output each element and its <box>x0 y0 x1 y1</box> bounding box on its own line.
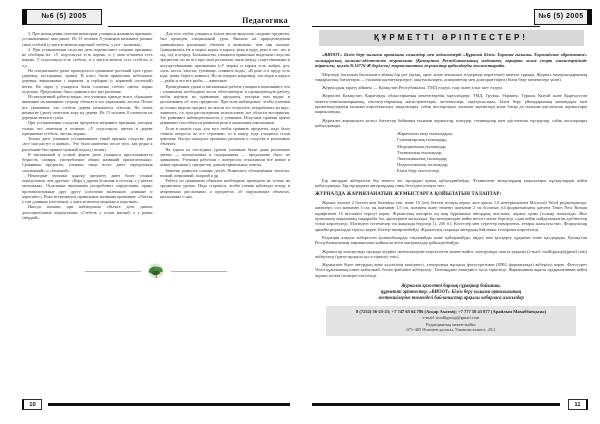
contact-note-line: жетекшілеріне төмендегі байланыстар арқылы хабарласа аласыздар <box>378 295 524 301</box>
list-item: Педагогикалық ғылымдар; <box>397 162 449 168</box>
divider-line <box>171 271 227 272</box>
paragraph: Заметно развился словарь детей. Появились обогащённые эпитеты: тонкий, шершавый, гладкий и др. <box>159 167 290 178</box>
header-rule-left <box>108 26 290 27</box>
paragraph: На одном из последних уроков ученикам были даны различные цветки — колокольчика и подорожника — предложено было их сравнивать. Ученики работали с интересом, отыскивали всё новые и новые признаки у предметов, давали правильные ответы. <box>159 146 290 168</box>
paragraph: В письменной и устной форме речи учащихся прослеживается бедность словаря, употребление общих названий прилагательных. Сравнивая предметы, ученики чаще всего дают определения «маленький» и «большой». <box>22 151 153 173</box>
page-number: 11 <box>574 402 581 408</box>
paragraph: Мерзімді басылым басылымға айына бір рет (қазақ, орыс және ағылшын тілдерінде керегінше) шығып тұрады. Журнал материалдарының тақырыптық бағыттары — ғылыми қызметкерлерге, оқытушыларға, аспиранттар мен докторанттарға (білім беру мекемелері үшін). <box>315 71 587 82</box>
journal-sections-list <box>397 131 587 174</box>
requirement-paragraph: Редакция алқасы жіберілген қолжазбаларды сақтамайды және қайтармайды, өңдеу мен қысқарту құқығын өзіне қалдырады. Қазақстан Республикасының заңнамасына қайшы келетін материалдар қабылданбайды. <box>315 234 587 246</box>
paragraph: Только двое учеников устанавливают такой признак сходства, как «все они растут и живые». Это было намечено после того, как редко к растениям был привит нужный подход (полив). <box>22 136 153 152</box>
right-page-header <box>312 9 592 27</box>
page-number-box-left <box>22 399 42 410</box>
paragraph: Бір автордан жіберілген бір немесе екі нұсқадан артық қабылданбайды. Ұсынылған авторлардың мақалалары нұсқаулардан кейін қабылданады. Бір нұсқадағы авторлардың саны бесеуден аспауы тиіс. <box>315 177 587 188</box>
paragraph: На специальном уроке проводилось сравнение растений трех групп (деревья, кустарники, травы). В класс были принесены небольшие деревца, выкопанные с корнями, и гербарии (с корневой системой) ветки. На парте у учащихся были сложены стебли, цветы, корни отдельно. Предложено было сравнить все три растения. <box>22 67 153 94</box>
green-leaf-ornament-icon <box>145 262 167 280</box>
paragraph: 3. При нахождении отличия некоторые учащиеся называли признаки, установленные ими ранее. Из 13 человек 8 учеников называют разные типы стеблей (у мать-и-мачехи короткий стебель, у роз - колючки). <box>22 31 153 47</box>
paragraph: Журналдың тарату аймағы — Қазақстан Республикасы, ТМД елдері, таяу және алыс шет елдері. <box>322 85 503 91</box>
intro-paragraph: «ВИООТ» Білім беру ғылыми орталығы ғалымдар мен педагогтерді «Құралай Білім. Евразия ғылымы. Евразийское образование» халықаралық ғылыми-әдістемелік журналына (Қазақстан Республикасының мәдениет, ақпарат және спорт министрлігінде тіркелген, куәлік №14776-Ж берілген) жарияланатын жұмыстар қабылдауды жалғастырады. <box>315 52 587 68</box>
paragraph: Работу по сравнению объектов необходимо проводить не только на предметных уроках. Надо стараться, чтобы ученик наблюдал всюду и непременно рассказывал о предметах, об окружающих объектах, рассказывал о них. <box>159 178 290 199</box>
requirement-paragraph: Жұмыс көлемі 2 беттен кем болмауы тиіс және 10 (он) беттен аспауы керек, жол арасы 1,0 интервалымен Microsoft Word редакторында, жиектері: сол жағынан 3 см, оң жағынан 1,5 см, жоғарғы және төменгі жағынан 2 см болатын А4 форматындағы қағазға Times New Roman шрифтімен 14 кегльмен терілуі керек. Жұмыстың жоғарғы оң жақ бұрышына автордың аты-жөні, жұмыс орны (толық) жазылады. Жол ортасынан мақаланың тақырыбы бас әріптермен жазылады. Бір интервалдан кейін негізгі мәтін беріледі, одан кейін пайдаланылған әдебиеттер тізімі көрсетіледі. Мәтіндегі сілтемелер тік жақшада беріледі [1, 256 б.]. Кестелер мен суреттер нөмірленіп, аттары жазылуы тиіс. Формулалар арнайы редакторда терілуі керек. Беттер нөмірленбейді. Жұмыстың соңында автордың байланыс телефоны көрсетіледі. <box>315 200 587 232</box>
list-item: Білім беру мәселелері. <box>397 168 441 174</box>
list-item: Гуманитарлық ғылымдар; <box>397 137 447 143</box>
contact-note-line: құрметті әріптестер, «ВИООТ» Білім беру ғылыми орталығының <box>380 289 522 295</box>
divider-line <box>85 271 141 272</box>
paragraph: Проведённые уроки и письменные работы учащихся показывают, что с учениками необходимо вести облегчающую и организующую работу, чтобы научить их сравнивать предметы, которые они видят, и рассказывать об этих предметах. При этом наблюдение, чтобы ученики не только видели предмет, но могли его потрогать, попробовать на вкус, понюхать, т.е. при рассмотрении использовать все области восприятия. Это развивает наблюдательность у учеников. Искусные приёмы прямо развивают способности развития речи и мышления школьников. <box>159 83 290 126</box>
paragraph: Из письменной работы видно, что ученики, прежде всего, обращают внимание на внешнюю сторону объекта и его украшения, листья. Почти все указывают, что стебель дерева называется стволом. Но очень немногие (двое) отметили кору на дереве. Из 13 человек 8 отметили на деревьях ветки и сучья. <box>22 94 153 120</box>
contact-phones: 8 (7232) 56-25-25; +7 747 65 64 786 (Асқар Ахатов); +7 777 58 43 877 (Арайлым Махаббатқызы) <box>355 309 547 315</box>
section-label: Педагогика <box>242 16 288 25</box>
issue-box-right <box>534 9 592 25</box>
paragraph: Некоторые ученики одному предмету дают более точные определения, чем другому: «Кора у дерева большая и толстая, а у цветка маленькая». Отдельные школьники употребляют определения, прямо противоположные друг другу («листики маленькие, длинные и короткие»). Реже встречаются правильные названия признаков: «Листья у ели длинные (иголочки), у мать-и-мачехи широкие и короткие». <box>22 172 153 204</box>
requirement-paragraph: Жұмыстар электронды нұсқада журнал жетекшілеріне көрсетілген мекен-жайға, электронды пошта арқылы (e-mail: modligroup@gmail.com) жіберіледі (қағаз нұсқасы қоса тіркелуі тиіс). <box>315 248 587 259</box>
paragraph: Для того чтобы учащиеся лучше могли выделить сходные предметы, был проведён специальный урок. Вначале на природоведении сравнивались различные объекты и животные, чем они похожи. Сравнивались ёж и норка, норка и карась, река и пруд, река и лес, лес и сад, сад и огород. Большинство учащихся правильно выделяли сходство предметов, но не все при этом различали связь между существенными и несущественными признаками («У моржа и карася есть жабры, рот, глаза, кости, хвосты, туловище, плавают, вода», «В реке и в пруду есть вода, трава, берега, камни»). Но не говорят, например, что морж и карась — рыбы и что все рыбы — животные. <box>159 31 290 84</box>
requirements-heading: ЖУРНАЛДА ЖАРИЯЛАНАТЫН ЖҰМЫСТАРҒА ҚОЙЫЛАТЫН ТАЛАПТАР: <box>315 192 502 198</box>
announcement-body <box>315 30 587 396</box>
requirement-paragraph: Жұмыспен бірге автордың жеке куәлігінің көшірмесі, электронды нұсқасы фотосуретімен (JPEG форматында) жіберілуі керек. Фотосурет Word құжатының ішіне қойылмай, бөлек файлмен жіберіледі. Төлемқұжат көшірмесі қоса тіркеледі. Жарияланым ақысы аударылғаннан кейін жұмыс кезекті нөмірге енгізіледі. <box>315 262 587 278</box>
address: 071-405 Өскемен қаласы, Ушанова көшесі, 45/2 <box>406 327 496 333</box>
paragraph: Журналға жариялауға келесі бағыттар бойынша ғылыми жұмыстар, өлеңдер, семинарлар мен әдістемелік нұсқаулар, сабақ жоспарлары қабылданады: <box>315 117 587 128</box>
list-item: Жаратылыстану ғылымдары; <box>397 131 453 137</box>
footer-rule-left <box>48 403 290 406</box>
article-columns <box>22 31 290 249</box>
list-item: Медициналық ғылымдар; <box>397 143 447 149</box>
paragraph: При установлении сходства предметов называют признаки, которые только что отмечали в отличие: «У подсолнуха, цветка и дерева одинаковые стебель, листья, корни». <box>22 120 153 136</box>
article-column-2 <box>160 31 291 249</box>
page-number: 10 <box>29 402 36 408</box>
list-item: Техникалық ғылымдар; <box>397 149 443 155</box>
issue-label: №6 (5) 2005 <box>538 13 584 20</box>
paragraph: 4. При установлении сходства дети перечисляют сходные признаки, не обобщая их: «У подсолнуха есть корень, и у мать-и-мачехи есть корень. У подсолнуха есть стебель, и у мать-и-мачехи есть стебель» и т.д. <box>22 46 153 68</box>
announcement-title: ҚҰРМЕТТІ ӘРІПТЕСТЕР! <box>374 33 528 42</box>
left-page-header <box>22 9 290 27</box>
left-page-footer <box>22 399 290 411</box>
issue-box-left <box>22 9 102 25</box>
article-column-1 <box>22 31 153 249</box>
paragraph: Иногда помимо при наблюдении объекта дети давали дополнительные определения: «Стебель у осоки мягкий, а у репки твёрдый». <box>22 204 153 220</box>
address-label: Редакцияның мекен-жайы: <box>425 321 477 327</box>
right-page <box>300 0 600 424</box>
paragraph: Если в начале года, для того чтобы сравнить предметы, надо было ставить вопросы по его строению, то к концу года учащиеся стали довольно быстро находить признаки различия и сходства в различных объектах. <box>159 125 290 147</box>
right-page-footer <box>312 399 588 411</box>
end-of-article-divider <box>22 262 290 280</box>
contact-note-line: Журналға қажетті барлық сұрақтар бойынша, <box>401 284 501 290</box>
contact-note <box>315 284 587 301</box>
page-number-box-right <box>568 399 588 410</box>
header-rule-right <box>312 26 540 27</box>
contact-email: e-mail: modligroup@gmail.com <box>422 314 480 320</box>
contact-box <box>326 306 576 335</box>
paragraph: Журналға Қазақстан, Қарағанды облыстарының мектептерінің мұғалімдері, ТМД, Грузия, Украина, Түркия, Қытай және Қырғызстан мектеп-гимназияларының, институттарының магистранттары, жетекшілері, оқытушылары, Білім беру ұйымдарының мамандары мен қызметкерлерінің ғылыми көрсеткіштері, мақалалары, сабақ жоспарлары, ғылыми әңгімелері және басқа да ғылыми-әдістемелік жұмыстары жарияланады. <box>315 93 587 115</box>
announcement-title-bar <box>319 30 584 46</box>
list-item: Экономикалық ғылымдар; <box>397 155 448 161</box>
issue-label: №6 (5) 2005 <box>41 13 87 20</box>
footer-rule-right <box>312 403 560 406</box>
